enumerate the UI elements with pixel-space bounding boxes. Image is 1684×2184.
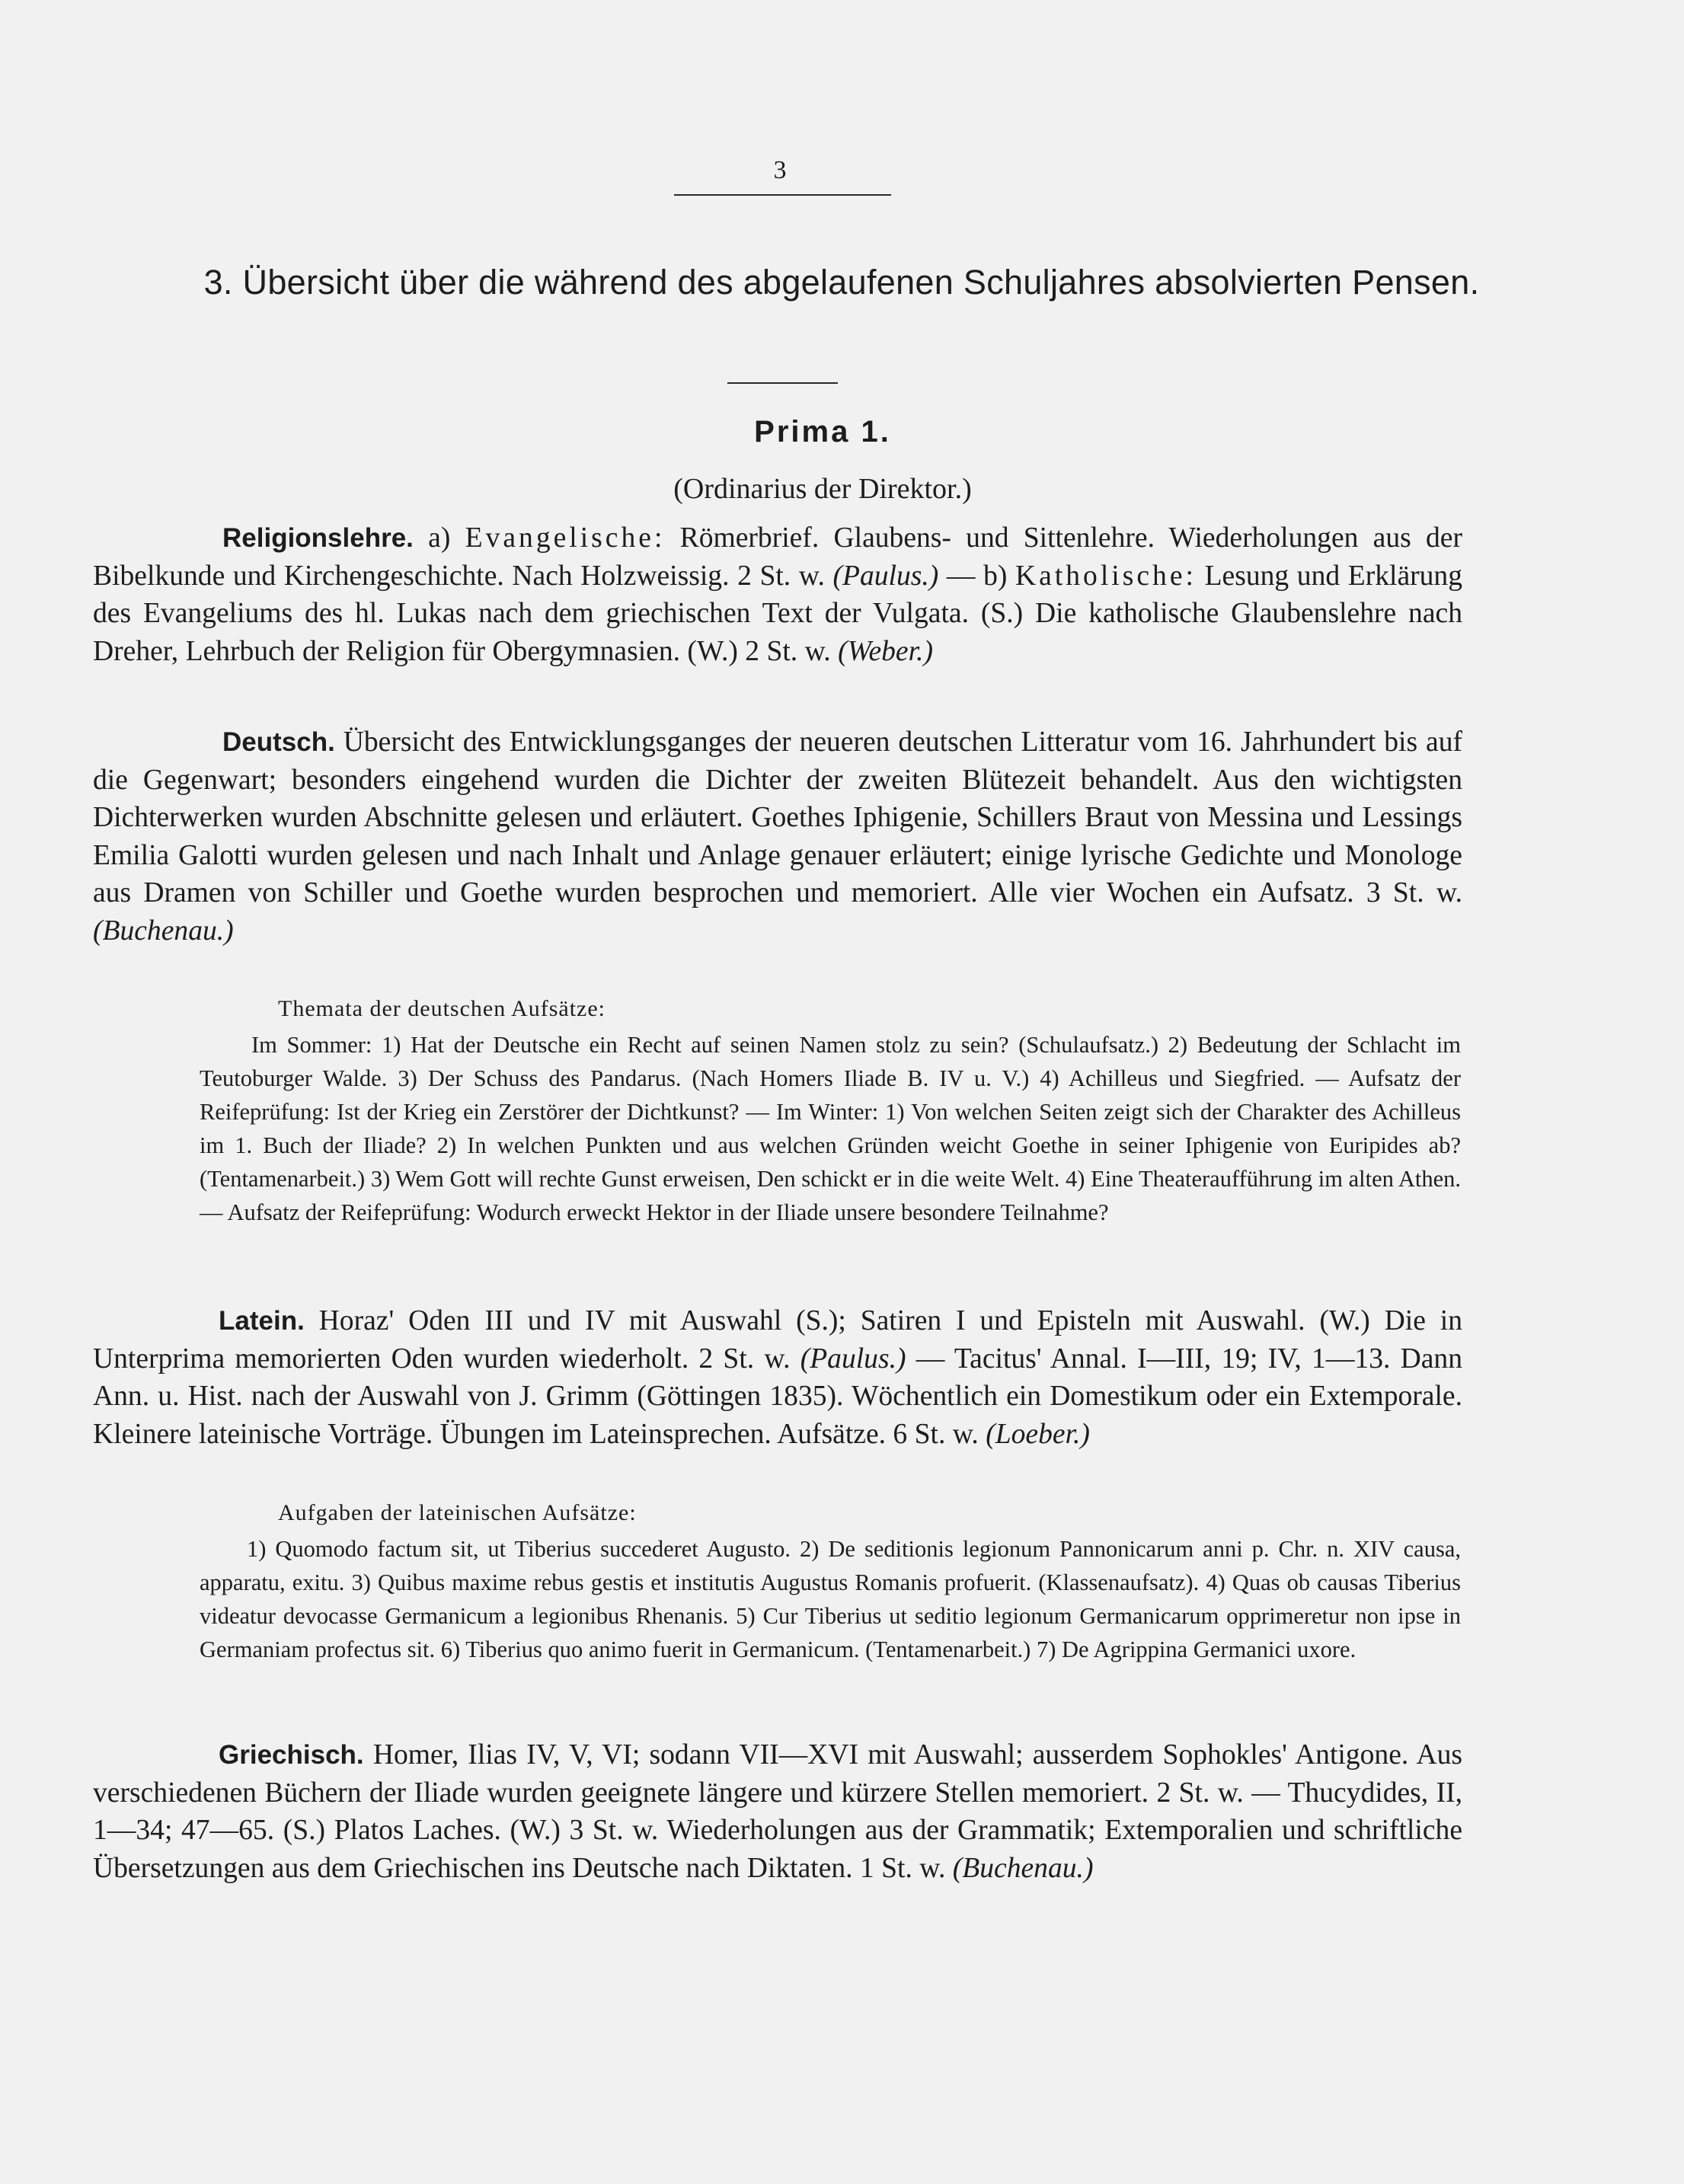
deutsch-themes-heading: Themata der deutschen Aufsätze: [278,996,606,1021]
latein-subject: Latein. [219,1306,305,1336]
religion-b-teacher: (Weber.) [838,635,933,667]
latein-paragraph [93,1302,1462,1453]
deutsch-subject: Deutsch. [222,727,335,757]
latein-teacher-a: (Paulus.) [800,1343,906,1375]
religion-dash: — [946,560,976,592]
religion-subject: Religionslehre. [222,523,414,553]
top-rule [674,194,891,196]
griechisch-text: Homer, Ilias IV, V, VI; sodann VII—XVI mit Auswahl; ausserdem Sophokles' Antigone. Aus verschiedenen Büchern der Iliade wurden geeignete längere und kürzere Stellen memoriert. 2 St. w. — Thucydides, II, 1—34; 47—65. (S.) Platos Laches. (W.) 3 St. w. Wiederholungen aus der Grammatik; Extemporalien und schriftliche Übersetzungen aus dem Griechischen ins Deutsche nach Diktaten. 1 St. w. [93,1739,1462,1884]
latein-text-a: Horaz' Oden III und IV mit Auswahl (S.); Satiren I und Episteln mit Auswahl. (W.) Die in Unterprima memorierten Oden wurden wiederholt. 2 St. w. [93,1305,1462,1375]
deutsch-paragraph [93,723,1462,950]
griechisch-subject: Griechisch. [219,1740,364,1770]
latein-teacher-b: (Loeber.) [986,1418,1090,1450]
griechisch-paragraph [93,1736,1462,1887]
deutsch-teacher: (Buchenau.) [93,915,234,947]
class-title: Prima 1. [754,415,891,449]
title-divider [727,382,838,384]
section-title: 3. Übersicht über die während des abgelaufenen Schuljahres absolvierten Pensen. [203,263,1480,302]
religion-b-text: Lesung und Erklärung des Evangeliums des hl. Lukas nach dem griechischen Text der Vulgata. (S.) Die katholische Glaubenslehre nach Dreher, Lehrbuch der Religion für Obergymnasien. (W.) 2 St. w. [93,560,1463,667]
griechisch-teacher: (Buchenau.) [952,1852,1094,1884]
class-subtitle: (Ordinarius der Direktor.) [673,473,972,505]
deutsch-text: Übersicht des Entwicklungsganges der neueren deutschen Litteratur vom 16. Jahrhundert bis auf die Gegenwart; besonders eingehend wurden die Dichter der zweiten Blütezeit behandelt. Aus den wichtigsten Dichterwerken wurden Abschnitte gelesen und erläutert. Goethes Iphigenie, Schillers Braut von Messina und Lessings Emilia Galotti wurden gelesen und nach Inhalt und Anlage genauer erläutert; einige lyrische Gedichte und Monologe aus Dramen von Schiller und Goethe wurden besprochen und memoriert. Alle vier Wochen ein Aufsatz. 3 St. w. [93,726,1462,908]
religion-a-teacher: (Paulus.) [832,560,939,592]
religion-a-label: a) [428,522,451,554]
latein-text-b: Tacitus' Annal. I—III, 19; IV, 1—13. Dann Ann. u. Hist. nach der Auswahl von J. Grimm (Göttingen 1835). Wöchentlich ein Domestikum oder ein Extemporale. Kleinere lateinische Vorträge. Übungen im Lateinsprechen. Aufsätze. 6 St. w. [93,1343,1462,1450]
latein-tasks-heading: Aufgaben der lateinischen Aufsätze: [278,1500,637,1525]
religion-b-denomination: Katholische: [1015,560,1197,592]
religion-a-text: Römerbrief. Glaubens- und Sittenlehre. Wiederholungen aus der Bibelkunde und Kirchengeschichte. Nach Holzweissig. 2 St. w. [93,522,1462,592]
religion-b-label: b) [983,560,1008,592]
religion-a-denomination: Evangelische: [465,522,666,554]
latein-tasks-list: 1) Quomodo factum sit, ut Tiberius succederet Augusto. 2) De seditionis legionum Pannonicarum anni p. Chr. n. XIV causa, apparatu, exitu. 3) Quibus maxime rebus gestis et institutis Augustus Romanis profuerit. (Klassenaufsatz). 4) Quas ob causas Tiberius videatur devocasse Germanicum a legionibus Rhenanis. 5) Cur Tiberius ut seditio legionum Germanicarum opprimeretur non ipse in Germaniam profectus sit. 6) Tiberius quo animo fuerit in Germanicum. (Tentamenarbeit.) 7) De Agrippina Germanici uxore. [200,1536,1461,1662]
deutsch-themes-list: Im Sommer: 1) Hat der Deutsche ein Recht auf seinen Namen stolz zu sein? (Schulaufsatz.) 2) Bedeutung der Schlacht im Teutoburger Walde. 3) Der Schuss des Pandarus. (Nach Homers Iliade B. IV u. V.) 4) Achilleus und Siegfried. — Aufsatz der Reifeprüfung: Ist der Krieg ein Zerstörer der Dichtkunst? — Im Winter: 1) Von welchen Seiten zeigt sich der Charakter des Achilleus im 1. Buch der Iliade? 2) In welchen Punkten und aus welchen Gründen weicht Goethe in seiner Iphigenie von Euripides ab? (Tentamenarbeit.) 3) Wem Gott will rechte Gunst erweisen, Den schickt er in die weite Welt. 4) Eine Theateraufführung im alten Athen. — Aufsatz der Reifeprüfung: Wodurch erweckt Hektor in der Iliade unsere besondere Teilnahme? [200,1032,1461,1225]
religion-paragraph [93,519,1462,670]
page-number: 3 [773,156,788,184]
latein-dash: — [915,1343,945,1375]
